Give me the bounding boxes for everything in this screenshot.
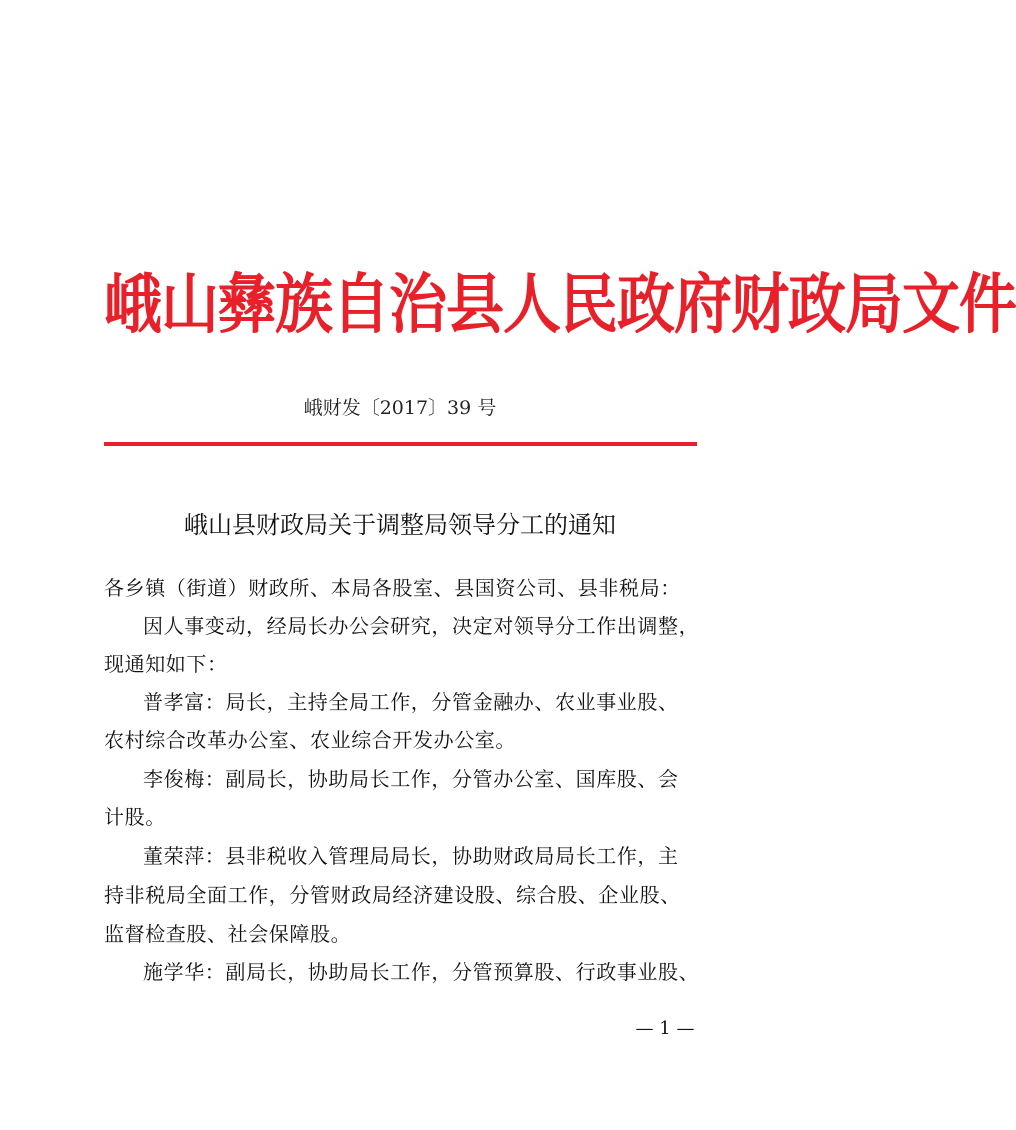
- body-line: 施学华：副局长，协助局长工作，分管预算股、行政事业股、: [143, 960, 700, 984]
- red-divider: [104, 442, 697, 446]
- body-line: 监督检查股、社会保障股。: [104, 922, 352, 946]
- body-line: 计股。: [104, 805, 166, 829]
- body-line: 董荣萍：县非税收入管理局局长，协助财政局局长工作，主: [143, 844, 679, 868]
- page-number: — 1 —: [635, 1018, 695, 1039]
- body-line: 持非税局全面工作，分管财政局经济建设股、综合股、企业股、: [104, 883, 681, 907]
- body-line: 各乡镇（街道）财政所、本局各股室、县国资公司、县非税局：: [104, 576, 681, 600]
- body-line: 现通知如下：: [104, 652, 228, 676]
- document-number: 峨财发〔2017〕39 号: [303, 397, 497, 419]
- body-line: 普孝富：局长，主持全局工作，分管金融办、农业事业股、: [143, 690, 679, 714]
- body-line: 李俊梅：副局长，协助局长工作，分管办公室、国库股、会: [143, 767, 679, 791]
- body-line: 因人事变动，经局长办公会研究，决定对领导分工作出调整，: [143, 614, 700, 638]
- body-line: 农村综合改革办公室、农业综合开发办公室。: [104, 728, 516, 752]
- document-header-title: 峨山彝族自治县人民政府财政局文件: [104, 265, 1016, 343]
- notice-title: 峨山县财政局关于调整局领导分工的通知: [184, 511, 616, 539]
